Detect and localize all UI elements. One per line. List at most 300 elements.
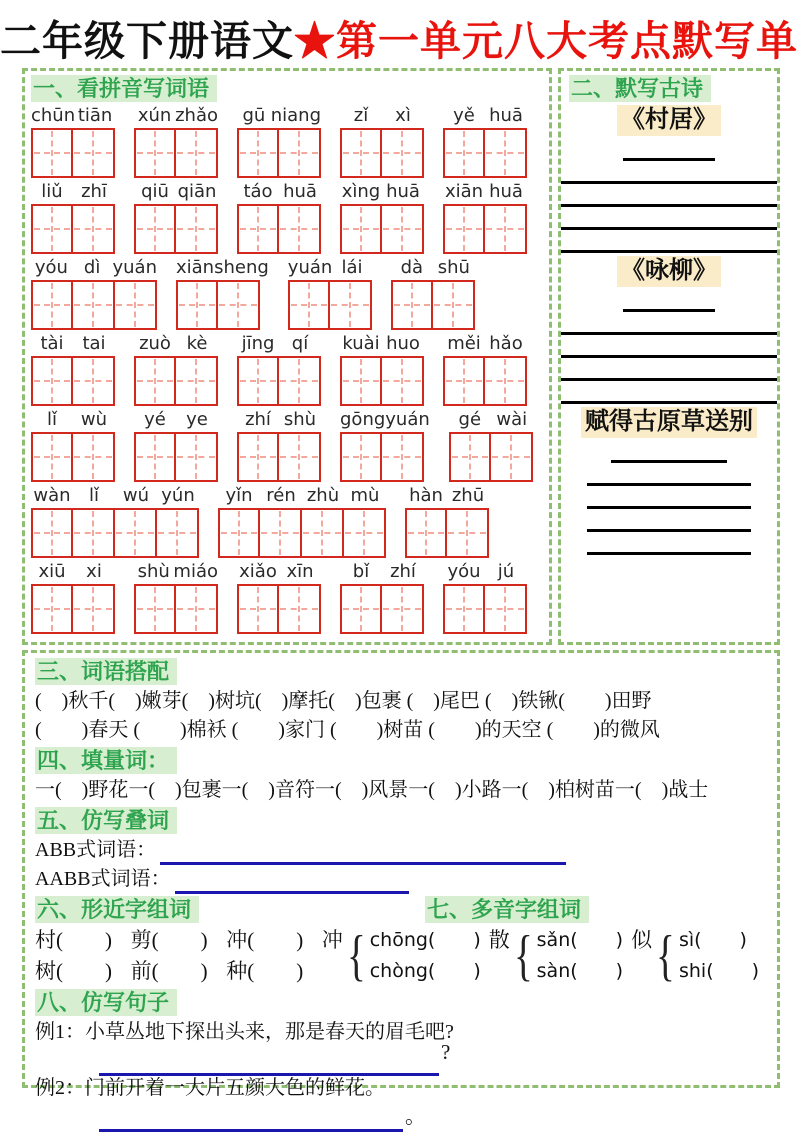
- pinyin-word-group: [237, 180, 321, 254]
- pinyin-word-group: [134, 332, 218, 406]
- pinyin-syllable: shū: [437, 257, 470, 278]
- tianzige-cell: [31, 508, 73, 558]
- pinyin-word-group: [288, 256, 372, 330]
- pinyin-syllable: gū: [242, 105, 266, 126]
- tianzige-cell: [218, 508, 260, 558]
- pinyin-text: [134, 560, 218, 584]
- similar-char-item: 前( ): [130, 959, 208, 983]
- polyphone-reading: sǎn( ): [536, 929, 624, 951]
- pinyin-text: [237, 408, 321, 432]
- pinyin-syllable: xīn: [286, 561, 314, 582]
- writing-grid: [218, 508, 386, 558]
- pinyin-syllable: zuò: [139, 333, 171, 354]
- sentence-tail-punctuation: 。: [405, 1104, 426, 1128]
- pinyin-syllable: liǔ: [41, 181, 63, 202]
- writing-grid: [134, 128, 218, 178]
- writing-grid: [237, 432, 321, 482]
- section6-heading: 六、形近字组词: [35, 896, 199, 923]
- tianzige-cell: [391, 280, 433, 330]
- example-sentence: 例1：小草丛地下探出头来，那是春天的眉毛吧?: [35, 1021, 454, 1043]
- writing-grid: [31, 128, 115, 178]
- writing-grid: [449, 432, 533, 482]
- writing-grid: [31, 280, 157, 330]
- pinyin-word-group: [340, 408, 430, 482]
- pinyin-syllable: xiān: [444, 181, 484, 202]
- poem-title: 赋得古原草送别: [581, 407, 757, 438]
- tianzige-cell: [260, 508, 302, 558]
- pinyin-syllable: wú: [122, 485, 150, 506]
- pinyin-grid-row: [31, 180, 543, 254]
- writing-grid: [237, 584, 321, 634]
- writing-grid: [176, 280, 269, 330]
- polyphone-reading: shi( ): [678, 960, 760, 982]
- pinyin-grid-row: [31, 256, 543, 330]
- tianzige-cell: [485, 584, 527, 634]
- pinyin-syllable: tài: [40, 333, 64, 354]
- writing-grid: [340, 584, 424, 634]
- pinyin-syllable: yě: [453, 105, 475, 126]
- pinyin-grid-row: [31, 104, 543, 178]
- tianzige-cell: [330, 280, 372, 330]
- poem-blank-line: [561, 335, 777, 358]
- example-sentence: 例2：门前开着一大片五颜大色的鲜花。: [35, 1077, 385, 1099]
- writing-grid: [31, 584, 115, 634]
- pinyin-word-group: [31, 408, 115, 482]
- section1-heading: 一、看拼音写词语: [31, 75, 217, 102]
- tianzige-cell: [31, 128, 73, 178]
- poem-blank-line: [561, 161, 777, 184]
- writing-grid: [391, 280, 475, 330]
- pinyin-syllable: zhí: [245, 409, 271, 430]
- poem-blank-line: [587, 486, 751, 509]
- pinyin-syllable: yóu: [447, 561, 481, 582]
- poem-title: 《咏柳》: [617, 256, 721, 287]
- tianzige-cell: [73, 280, 115, 330]
- pinyin-syllable: qí: [291, 333, 309, 354]
- writing-grid: [31, 356, 115, 406]
- poem-blank-line: [561, 312, 777, 335]
- tianzige-cell: [382, 432, 424, 482]
- tianzige-cell: [157, 508, 199, 558]
- tianzige-cell: [176, 356, 218, 406]
- pinyin-text: [176, 256, 269, 280]
- section6-7-heading-row: [35, 894, 767, 925]
- pinyin-word-group: [340, 560, 424, 634]
- poem-blank-line: [561, 358, 777, 381]
- poem-blank-line: [561, 207, 777, 230]
- pinyin-text: [134, 104, 218, 128]
- polyphone-reading: chōng( ): [369, 929, 481, 951]
- tianzige-cell: [485, 128, 527, 178]
- tianzige-cell: [237, 356, 279, 406]
- pinyin-word-group: [449, 408, 533, 482]
- pinyin-text: [31, 560, 115, 584]
- pinyin-syllable: wài: [496, 409, 528, 430]
- tianzige-cell: [73, 356, 115, 406]
- poem-blank-line: [561, 230, 777, 253]
- writing-grid: [134, 356, 218, 406]
- polyphone-readings: [537, 925, 623, 987]
- tianzige-cell: [31, 356, 73, 406]
- pinyin-syllable: zhǎo: [175, 105, 218, 126]
- polyphone-reading: sì( ): [678, 929, 747, 951]
- pinyin-text: [134, 408, 218, 432]
- pinyin-word-group: [134, 560, 218, 634]
- tianzige-cell: [134, 356, 176, 406]
- pinyin-grid-row: [31, 560, 543, 634]
- pinyin-syllable: bǐ: [352, 561, 370, 582]
- aabb-row: [35, 865, 767, 894]
- poem-blank-line: [561, 381, 777, 404]
- pinyin-syllable: zhū: [451, 485, 485, 506]
- poems-area: [569, 105, 769, 555]
- abb-label: ABB式词语：: [35, 839, 157, 861]
- sentence-tail-punctuation: ?: [441, 1040, 451, 1064]
- section2-heading: 二、默写古诗: [569, 75, 711, 102]
- pinyin-word-group: [443, 560, 527, 634]
- pinyin-word-group: [31, 332, 115, 406]
- pinyin-word-group: [405, 484, 489, 558]
- pinyin-syllable: zhī: [81, 181, 107, 202]
- similar-char-item: 村( ): [35, 928, 112, 952]
- polyphone-char: 散: [488, 928, 510, 952]
- similar-char-item: 树( ): [35, 959, 112, 983]
- tianzige-cell: [279, 584, 321, 634]
- pinyin-text: [391, 256, 475, 280]
- pinyin-grid-row: [31, 408, 543, 482]
- tianzige-cell: [449, 432, 491, 482]
- polyphone-group: [489, 925, 623, 987]
- pinyin-text: [237, 180, 321, 204]
- poem-blank-line: [587, 509, 751, 532]
- tianzige-cell: [405, 508, 447, 558]
- pinyin-text: [443, 560, 527, 584]
- pinyin-text: [443, 180, 527, 204]
- poem-author-blank-line: [623, 289, 715, 312]
- pinyin-syllable: hǎo: [489, 333, 523, 354]
- pinyin-syllable: xìng: [341, 181, 381, 202]
- writing-grid: [31, 432, 115, 482]
- tianzige-cell: [31, 280, 73, 330]
- pinyin-syllable: xì: [395, 105, 411, 126]
- pinyin-syllable: huā: [386, 181, 420, 202]
- pinyin-word-group: [237, 560, 321, 634]
- tianzige-cell: [73, 508, 115, 558]
- tianzige-cell: [115, 508, 157, 558]
- tianzige-cell: [288, 280, 330, 330]
- tianzige-cell: [176, 280, 218, 330]
- pinyin-word-group: [176, 256, 269, 330]
- pinyin-syllable: dì: [83, 257, 101, 278]
- tianzige-cell: [302, 508, 344, 558]
- pinyin-word-group: [340, 332, 424, 406]
- poem-title-row: [569, 407, 769, 440]
- pinyin-syllable: wù: [80, 409, 108, 430]
- tianzige-cell: [443, 204, 485, 254]
- tianzige-cell: [237, 128, 279, 178]
- writing-grid: [134, 204, 218, 254]
- similar-char-column: [35, 925, 115, 987]
- pinyin-syllable: xi: [86, 561, 102, 582]
- polyphone-readings: [679, 925, 759, 987]
- pinyin-grid-area: [31, 104, 543, 634]
- pinyin-text: [237, 104, 321, 128]
- pinyin-syllable: yǐn: [225, 485, 253, 506]
- page-title: [0, 8, 798, 67]
- section6-7-content: [35, 925, 767, 987]
- pinyin-word-group: [134, 180, 218, 254]
- pinyin-syllable: huā: [489, 181, 523, 202]
- pinyin-syllable: ye: [186, 409, 208, 430]
- poem-block: [569, 256, 769, 404]
- tianzige-cell: [279, 356, 321, 406]
- poem-author-blank-line: [623, 138, 715, 161]
- tianzige-cell: [115, 280, 157, 330]
- poem-title: 《村居》: [617, 105, 721, 136]
- writing-grid: [340, 432, 430, 482]
- pinyin-syllable: gé: [458, 409, 482, 430]
- tianzige-cell: [31, 204, 73, 254]
- pinyin-syllable: qiān: [177, 181, 217, 202]
- section5-heading: 五、仿写叠词: [35, 807, 177, 834]
- pinyin-text: [288, 256, 372, 280]
- pinyin-word-group: [31, 180, 115, 254]
- similar-char-item: 种( ): [226, 959, 304, 983]
- pinyin-text: [31, 256, 157, 280]
- pinyin-word-group: [443, 180, 527, 254]
- writing-grid: [237, 356, 321, 406]
- pinyin-word-group: [134, 104, 218, 178]
- tianzige-cell: [237, 432, 279, 482]
- tianzige-cell: [279, 128, 321, 178]
- tianzige-cell: [491, 432, 533, 482]
- section-pinyin-words: [22, 68, 552, 645]
- polyphone-char: 似: [631, 928, 653, 952]
- pinyin-text: [340, 332, 424, 356]
- tianzige-cell: [340, 356, 382, 406]
- pinyin-word-group: [443, 332, 527, 406]
- tianzige-cell: [218, 280, 260, 330]
- tianzige-cell: [340, 204, 382, 254]
- word-match-line: ( )春天 ( )棉袄 ( )家门 ( )树苗 ( )的天空 ( )的微风: [35, 719, 660, 741]
- tianzige-cell: [447, 508, 489, 558]
- pinyin-text: [443, 104, 527, 128]
- writing-grid: [443, 204, 527, 254]
- section-exercises: [22, 650, 780, 1128]
- tianzige-cell: [176, 204, 218, 254]
- pinyin-syllable: zhí: [390, 561, 416, 582]
- section4-heading: 四、填量词：: [35, 747, 177, 774]
- writing-grid: [340, 128, 424, 178]
- pinyin-word-group: [31, 560, 115, 634]
- poem-block: [569, 105, 769, 253]
- pinyin-word-group: [31, 256, 157, 330]
- tianzige-cell: [237, 584, 279, 634]
- pinyin-text: [31, 332, 115, 356]
- sentence-answer-row: [99, 1103, 767, 1130]
- similar-char-item: 剪( ): [130, 928, 208, 952]
- sentence-answer-blank: [99, 1054, 439, 1076]
- pinyin-syllable: xiū: [38, 561, 66, 582]
- similar-char-column: [131, 925, 211, 987]
- abb-answer-blank: [160, 843, 566, 865]
- tianzige-cell: [443, 128, 485, 178]
- pinyin-word-group: [134, 408, 218, 482]
- brace-icon: [347, 928, 366, 984]
- pinyin-text: [237, 560, 321, 584]
- tianzige-cell: [176, 584, 218, 634]
- tianzige-cell: [176, 128, 218, 178]
- pinyin-text: [134, 180, 218, 204]
- poem-title-row: [569, 105, 769, 138]
- pinyin-word-group: [391, 256, 475, 330]
- pinyin-syllable: qiū: [141, 181, 169, 202]
- tianzige-cell: [344, 508, 386, 558]
- poem-title-row: [569, 256, 769, 289]
- page-title-red: ★第一单元八大考点默写单: [294, 18, 798, 64]
- writing-grid: [443, 584, 527, 634]
- pinyin-syllable: xún: [137, 105, 172, 126]
- pinyin-syllable: yé: [144, 409, 166, 430]
- pinyin-text: [31, 484, 199, 508]
- tianzige-cell: [31, 432, 73, 482]
- tianzige-cell: [279, 204, 321, 254]
- writing-grid: [443, 356, 527, 406]
- tianzige-cell: [382, 204, 424, 254]
- tianzige-cell: [73, 204, 115, 254]
- pinyin-text: [134, 332, 218, 356]
- writing-grid: [237, 204, 321, 254]
- pinyin-syllable: yún: [161, 485, 195, 506]
- pinyin-syllable: tai: [82, 333, 106, 354]
- section8-heading: 八、仿写句子: [35, 989, 177, 1016]
- pinyin-syllable: yuán: [112, 257, 157, 278]
- tianzige-cell: [443, 584, 485, 634]
- poem-blank-line: [561, 184, 777, 207]
- pinyin-syllable: yóu: [34, 257, 68, 278]
- pinyin-word-group: [237, 408, 321, 482]
- pinyin-syllable: chūn: [31, 105, 76, 126]
- pinyin-word-group: [218, 484, 386, 558]
- poem-blank-line: [587, 532, 751, 555]
- pinyin-word-group: [237, 332, 321, 406]
- pinyin-text: [31, 408, 115, 432]
- pinyin-syllable: mù: [350, 485, 380, 506]
- pinyin-text: [340, 560, 424, 584]
- writing-grid: [134, 584, 218, 634]
- tianzige-cell: [134, 204, 176, 254]
- pinyin-syllable: miáo: [173, 561, 218, 582]
- polyphone-reading: chòng( ): [369, 960, 481, 982]
- pinyin-text: [443, 332, 527, 356]
- poem-blank-line: [587, 463, 751, 486]
- pinyin-syllable: huo: [386, 333, 420, 354]
- writing-grid: [405, 508, 489, 558]
- pinyin-syllable: shù: [137, 561, 170, 582]
- tianzige-cell: [31, 584, 73, 634]
- writing-grid: [288, 280, 372, 330]
- writing-grid: [340, 356, 424, 406]
- pinyin-syllable: xiān: [176, 257, 215, 278]
- tianzige-cell: [382, 584, 424, 634]
- tianzige-cell: [485, 356, 527, 406]
- pinyin-word-group: [443, 104, 527, 178]
- pinyin-text: [405, 484, 489, 508]
- tianzige-cell: [340, 128, 382, 178]
- tianzige-cell: [382, 128, 424, 178]
- aabb-label: AABB式词语：: [35, 868, 171, 890]
- pinyin-syllable: zǐ: [353, 105, 369, 126]
- writing-grid: [443, 128, 527, 178]
- brace-icon: [656, 928, 675, 984]
- writing-grid: [134, 432, 218, 482]
- sentence-answer-blank: [99, 1110, 403, 1132]
- poem-block: [569, 407, 769, 555]
- pinyin-word-group: [31, 484, 199, 558]
- tianzige-cell: [485, 204, 527, 254]
- pinyin-text: [218, 484, 386, 508]
- pinyin-syllable: huā: [489, 105, 523, 126]
- measure-word-line: 一( )野花一( )包裹一( )音符一( )风景一( )小路一( )柏树苗一( )战士: [35, 779, 709, 801]
- pinyin-text: [31, 180, 115, 204]
- polyphone-group: [631, 925, 759, 987]
- writing-grid: [31, 508, 199, 558]
- page-title-black: 二年级下册语文: [0, 18, 294, 64]
- tianzige-cell: [73, 432, 115, 482]
- pinyin-grid-row: [31, 332, 543, 406]
- polyphone-char: 冲: [321, 928, 343, 952]
- pinyin-word-group: [340, 180, 424, 254]
- tianzige-cell: [279, 432, 321, 482]
- pinyin-syllable: zhù: [306, 485, 340, 506]
- pinyin-syllable: jīng: [241, 333, 275, 354]
- pinyin-syllable: niang: [270, 105, 321, 126]
- pinyin-text: [340, 180, 424, 204]
- pinyin-syllable: lǐ: [88, 485, 99, 506]
- pinyin-syllable: shù: [283, 409, 317, 430]
- pinyin-syllable: yuán: [287, 257, 333, 278]
- tianzige-cell: [134, 432, 176, 482]
- pinyin-text: [449, 408, 533, 432]
- section-poems: [558, 68, 780, 645]
- sentence-answer-row: [99, 1040, 767, 1074]
- word-match-line: ( )秋千( )嫩芽( )树坑( )摩托( )包裹 ( )尾巴 ( )铁锹( )田野: [35, 690, 652, 712]
- polyphone-reading: sàn( ): [536, 960, 624, 982]
- poem-author-blank-line: [611, 440, 727, 463]
- section7-heading: 七、多音字组词: [425, 896, 589, 923]
- pinyin-syllable: gōng: [340, 409, 386, 430]
- similar-char-column: [226, 925, 306, 987]
- writing-grid: [340, 204, 424, 254]
- pinyin-syllable: jú: [497, 561, 515, 582]
- pinyin-syllable: yuán: [385, 409, 430, 430]
- tianzige-cell: [443, 356, 485, 406]
- tianzige-cell: [176, 432, 218, 482]
- abb-row: [35, 836, 767, 865]
- tianzige-cell: [134, 128, 176, 178]
- pinyin-word-group: [340, 104, 424, 178]
- pinyin-grid-row: [31, 484, 543, 558]
- pinyin-text: [31, 104, 115, 128]
- pinyin-syllable: hàn: [409, 485, 443, 506]
- tianzige-cell: [237, 204, 279, 254]
- pinyin-syllable: lái: [341, 257, 363, 278]
- pinyin-syllable: xiǎo: [239, 561, 277, 582]
- tianzige-cell: [73, 584, 115, 634]
- pinyin-text: [340, 104, 424, 128]
- tianzige-cell: [433, 280, 475, 330]
- pinyin-syllable: wàn: [33, 485, 71, 506]
